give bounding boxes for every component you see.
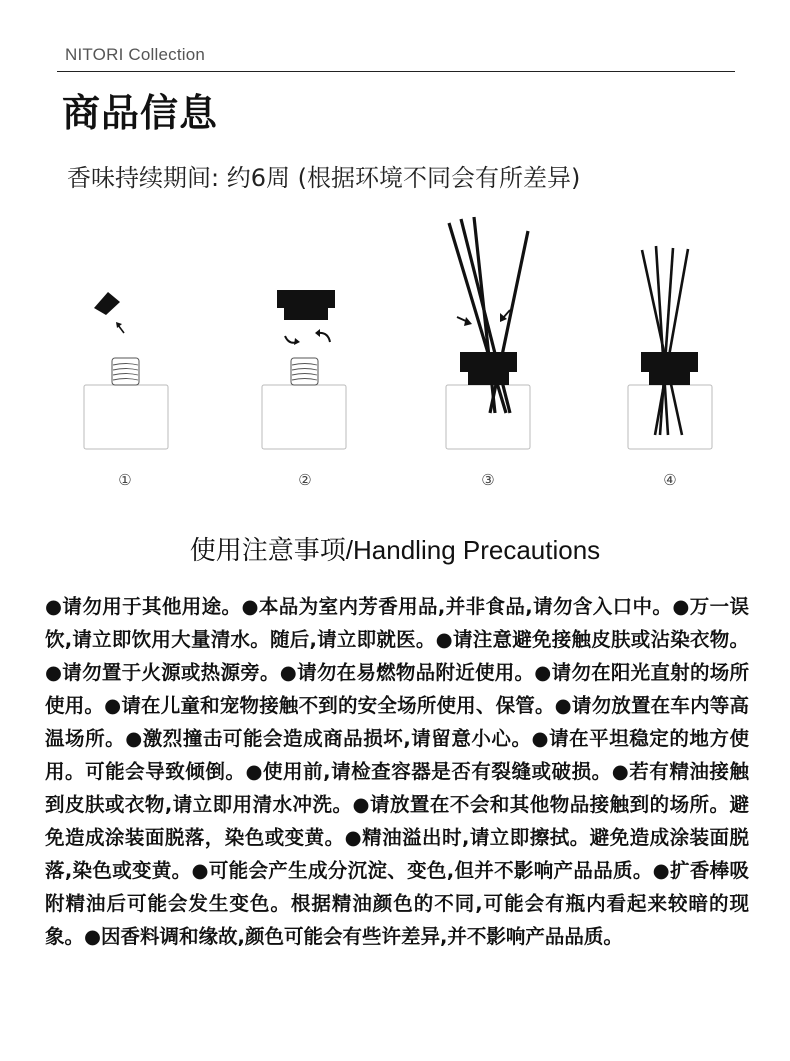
header-divider [57, 71, 735, 72]
precaution-text: 激烈撞击可能会造成商品损坏,请留意小心。 [142, 727, 532, 750]
precaution-text: 请勿用于其他用途。 [62, 595, 242, 618]
brand-name: NITORI Collection [65, 45, 206, 64]
precaution-text: 请勿在阳光直射的场所使用。 [45, 661, 750, 717]
step-1-remove-cap-illustration [84, 292, 168, 449]
precaution-item [84, 925, 623, 948]
bullet-icon: ● [672, 595, 690, 618]
step-number-4: ④ [663, 471, 677, 489]
precaution-text: 万一误饮,请立即饮用大量清水。随后,请立即就医。 [45, 595, 750, 651]
bullet-icon: ● [611, 760, 630, 783]
precaution-item [45, 661, 280, 684]
bullet-icon: ● [554, 694, 572, 717]
bullet-icon: ● [352, 793, 370, 816]
step-number-2: ② [298, 471, 312, 489]
bullet-icon: ● [245, 760, 263, 783]
bullet-icon: ● [652, 859, 671, 882]
precaution-text: 请在平坦稳定的地方使用。可能会导致倾倒。 [45, 727, 749, 783]
precaution-item [125, 727, 531, 750]
precaution-item [45, 595, 241, 618]
step-3-insert-sticks-illustration [446, 217, 530, 449]
precaution-item [241, 595, 672, 618]
precaution-text: 可能会产生成分沉淀、变色,但并不影响产品品质。 [208, 859, 653, 882]
precaution-item [104, 694, 555, 717]
precaution-item [436, 628, 749, 651]
bullet-icon: ● [104, 694, 122, 717]
precaution-item [280, 661, 535, 684]
step-4-finished-diffuser-illustration [628, 246, 712, 449]
fragrance-duration: 香味持续期间: 约6周 (根据环境不同会有所差异) [67, 164, 581, 192]
precaution-text: 请在儿童和宠物接触不到的安全场所使用、保管。 [121, 694, 555, 717]
bullet-icon: ● [191, 859, 209, 882]
bullet-icon: ● [534, 661, 552, 684]
step-number-1: ① [118, 471, 132, 489]
precaution-text: 请勿放置在车内等高温场所。 [45, 694, 749, 750]
bullet-icon: ● [45, 595, 63, 618]
precaution-text: 若有精油接触到皮肤或衣物,请立即用清水冲洗。 [45, 760, 749, 816]
bullet-icon: ● [84, 925, 102, 948]
step-number-3: ③ [481, 471, 495, 489]
precaution-text: 请放置在不会和其他物品接触到的场所。避免造成涂装面脱落，染色或变黄。 [45, 793, 749, 849]
precautions-text [45, 590, 749, 953]
bullet-icon: ● [279, 661, 298, 684]
precaution-text: 精油溢出时,请立即擦拭。避免造成涂装面脱落,染色或变黄。 [45, 826, 749, 882]
precaution-item [192, 859, 653, 882]
usage-steps-illustration [0, 205, 790, 505]
precaution-text: 因香料调和缘故,颜色可能会有些许差异,并不影响产品品质。 [101, 925, 623, 948]
precaution-text: 本品为室内芳香用品,并非食品,请勿含入口中。 [258, 595, 673, 618]
precaution-text: 请勿在易燃物品附近使用。 [297, 661, 535, 684]
precautions-title: 使用注意事项/Handling Precautions [189, 535, 601, 565]
precaution-item [245, 760, 611, 783]
precaution-text: 扩香棒吸附精油后可能会发生变色。根据精油颜色的不同,可能会有瓶内看起来较暗的现象。 [45, 859, 749, 948]
bullet-icon: ● [241, 595, 259, 618]
bullet-icon: ● [125, 727, 143, 750]
bullet-icon: ● [531, 727, 550, 750]
bullet-icon: ● [45, 661, 63, 684]
precaution-text: 请勿置于火源或热源旁。 [62, 661, 280, 684]
precaution-text: 使用前,请检查容器是否有裂缝或破损。 [263, 760, 612, 783]
precaution-text: 请注意避免接触皮肤或沾染衣物。 [452, 628, 749, 651]
bullet-icon: ● [435, 628, 453, 651]
step-2-screw-cap-illustration [262, 290, 346, 449]
page-title: 商品信息 [62, 91, 219, 135]
bullet-icon: ● [344, 826, 363, 849]
